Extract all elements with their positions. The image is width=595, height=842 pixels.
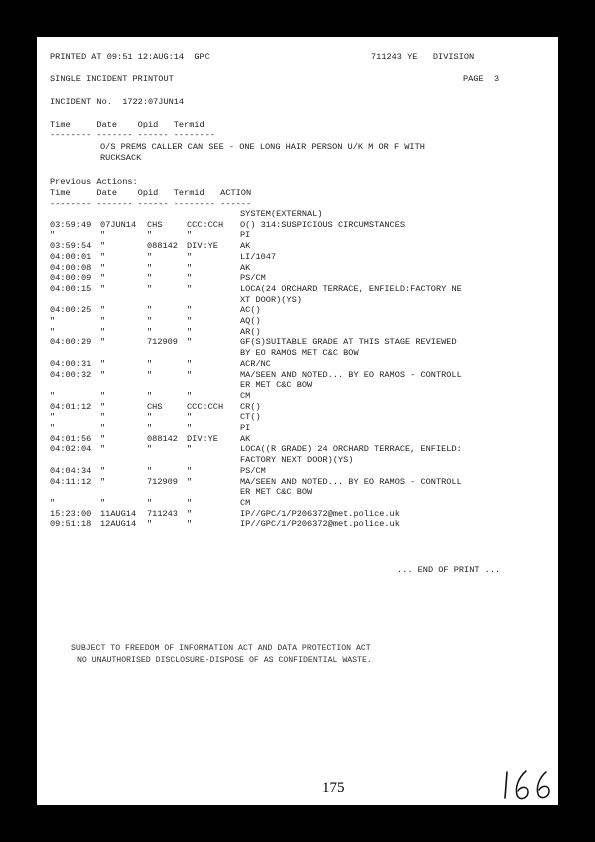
- cell-time: 04:11:12: [50, 476, 92, 487]
- cell-opid: ": [147, 262, 153, 273]
- cell-time: 04:00:25: [50, 305, 92, 316]
- cell-action: MA/SEEN AND NOTED... BY EO RAMOS - CONTROLL: [240, 369, 462, 380]
- cell-action: AK: [240, 262, 251, 273]
- cell-time: 03:59:54: [50, 241, 92, 252]
- cell-date: ": [100, 283, 106, 294]
- cell-termid: ": [187, 412, 193, 423]
- cell-termid: ": [187, 316, 193, 326]
- cell-time: 04:00:09: [50, 273, 92, 284]
- initial-divider: -------- ------- ------ --------: [50, 130, 216, 140]
- cell-action: PS/CM: [240, 465, 266, 476]
- cell-opid: ": [147, 423, 153, 433]
- previous-actions-title: Previous Actions:: [50, 177, 138, 187]
- cell-date: ": [100, 423, 106, 433]
- cell-date: ": [100, 476, 106, 487]
- cell-termid: CCC:CCH: [187, 401, 224, 412]
- cell-termid: ": [187, 337, 193, 348]
- initial-text-line: RUCKSACK: [100, 153, 142, 163]
- cell-time: ": [50, 326, 56, 337]
- cell-action: SYSTEM(EXTERNAL): [240, 209, 323, 219]
- printout-title: SINGLE INCIDENT PRINTOUT: [50, 74, 174, 84]
- cell-action: CM: [240, 497, 251, 508]
- cell-termid: ": [187, 358, 193, 369]
- cell-action: LOCA(24 ORCHARD TERRACE, ENFIELD:FACTORY NE: [240, 283, 462, 294]
- cell-termid: ": [187, 262, 193, 273]
- cell-date: ": [100, 262, 106, 273]
- cell-termid: ": [187, 390, 193, 401]
- cell-action: LI/1047: [240, 251, 277, 262]
- foi-notice: SUBJECT TO FREEDOM OF INFORMATION ACT AND DATA PROTECTION ACT: [71, 644, 371, 653]
- cell-action: AK: [240, 433, 251, 444]
- actions-column-header: Time Date Opid Termid ACTION: [50, 188, 252, 198]
- cell-time: 04:04:34: [50, 465, 92, 476]
- cell-termid: ": [187, 305, 193, 316]
- cell-action: AR(): [240, 326, 261, 337]
- cell-date: ": [100, 251, 106, 262]
- cell-action: AC(): [240, 305, 261, 316]
- cell-action: IP//GPC/1/P206372@met.police.uk: [240, 508, 400, 519]
- initial-column-header: Time Date Opid Termid: [50, 120, 205, 130]
- cell-action: PI: [240, 423, 251, 433]
- cell-opid: CHS: [147, 401, 163, 412]
- cell-time: 04:00:01: [50, 251, 92, 262]
- cell-time: ": [50, 316, 56, 326]
- incident-number: INCIDENT No. 1722:07JUN14: [50, 97, 185, 107]
- cell-termid: ": [187, 497, 193, 508]
- cell-action: CM: [240, 390, 251, 401]
- cell-termid: ": [187, 465, 193, 476]
- cell-time: 04:00:32: [50, 369, 92, 380]
- cell-opid: ": [147, 497, 153, 508]
- cell-action: IP//GPC/1/P206372@met.police.uk: [240, 519, 400, 530]
- cell-opid: 711243: [147, 508, 178, 519]
- cell-date: 12AUG14: [100, 519, 137, 530]
- cell-termid: ": [187, 230, 193, 241]
- cell-time: 04:00:31: [50, 358, 92, 369]
- cell-opid: ": [147, 305, 153, 316]
- cell-time: 04:01:56: [50, 433, 92, 444]
- cell-opid: ": [147, 519, 153, 530]
- cell-opid: ": [147, 412, 153, 423]
- cell-action: CR(): [240, 401, 261, 412]
- cell-date: ": [100, 241, 106, 252]
- cell-time: 04:01:12: [50, 401, 92, 412]
- cell-action: ACR/NC: [240, 358, 271, 369]
- printed-at: PRINTED AT 09:51 12:AUG:14 GPC: [50, 52, 210, 62]
- cell-time: ": [50, 497, 56, 508]
- cell-time: ": [50, 230, 56, 241]
- cell-action: ER MET C&C BOW: [240, 487, 313, 498]
- cell-opid: ": [147, 444, 153, 455]
- cell-time: 04:02:04: [50, 444, 92, 455]
- cell-action: AQ(): [240, 316, 261, 326]
- cell-opid: ": [147, 283, 153, 294]
- cell-termid: ": [187, 508, 193, 519]
- cell-time: 04:00:08: [50, 262, 92, 273]
- cell-termid: ": [187, 476, 193, 487]
- cell-opid: 088142: [147, 433, 178, 444]
- cell-opid: CHS: [147, 219, 163, 230]
- cell-time: ": [50, 390, 56, 401]
- cell-opid: 712909: [147, 337, 178, 348]
- cell-termid: ": [187, 519, 193, 530]
- division-ref: 711243 YE DIVISION: [371, 52, 475, 62]
- cell-termid: ": [187, 273, 193, 284]
- cell-opid: 088142: [147, 241, 178, 252]
- handwritten-page-number: [502, 768, 554, 802]
- cell-opid: ": [147, 358, 153, 369]
- cell-time: ": [50, 412, 56, 423]
- cell-opid: ": [147, 390, 153, 401]
- cell-opid: ": [147, 369, 153, 380]
- cell-date: 11AUG14: [100, 508, 137, 519]
- cell-action: AK: [240, 241, 251, 252]
- initial-text-line: O/S PREMS CALLER CAN SEE - ONE LONG HAIR PERSON U/K M OR F WITH: [100, 142, 425, 152]
- cell-date: ": [100, 465, 106, 476]
- cell-date: ": [100, 497, 106, 508]
- cell-time: 15:23:00: [50, 508, 92, 519]
- cell-action: ER MET C&C BOW: [240, 380, 313, 391]
- cell-date: ": [100, 273, 106, 284]
- cell-action: FACTORY NEXT DOOR)(YS): [240, 455, 354, 466]
- cell-action: CT(): [240, 412, 261, 423]
- cell-date: ": [100, 369, 106, 380]
- cell-time: 09:51:18: [50, 519, 92, 530]
- cell-date: ": [100, 316, 106, 326]
- cell-date: ": [100, 230, 106, 241]
- cell-action: LOCA((R GRADE) 24 ORCHARD TERRACE, ENFIELD:: [240, 444, 462, 455]
- cell-time: 03:59:49: [50, 219, 92, 230]
- cell-opid: ": [147, 273, 153, 284]
- cell-opid: ": [147, 251, 153, 262]
- cell-action: PS/CM: [240, 273, 266, 284]
- cell-action: BY EO RAMOS MET C&C BOW: [240, 348, 359, 359]
- document-page: [37, 37, 558, 805]
- cell-opid: ": [147, 465, 153, 476]
- end-of-print: ... END OF PRINT ...: [397, 565, 501, 575]
- cell-date: ": [100, 433, 106, 444]
- cell-date: ": [100, 390, 106, 401]
- cell-termid: ": [187, 251, 193, 262]
- cell-action: GF(S)SUITABLE GRADE AT THIS STAGE REVIEWED: [240, 337, 457, 348]
- cell-date: ": [100, 326, 106, 337]
- cell-action: XT DOOR)(YS): [240, 294, 302, 305]
- cell-date: ": [100, 305, 106, 316]
- cell-termid: DIV:YE: [187, 433, 218, 444]
- cell-action: O() 314:SUSPICIOUS CIRCUMSTANCES: [240, 219, 406, 230]
- cell-termid: ": [187, 326, 193, 337]
- cell-date: ": [100, 412, 106, 423]
- cell-action: PI: [240, 230, 251, 241]
- cell-time: 04:00:29: [50, 337, 92, 348]
- cell-opid: ": [147, 326, 153, 337]
- cell-opid: ": [147, 316, 153, 326]
- cell-termid: ": [187, 369, 193, 380]
- page-number: 175: [322, 780, 345, 796]
- cell-date: ": [100, 358, 106, 369]
- disclosure-notice: NO UNAUTHORISED DISCLOSURE-DISPOSE OF AS CONFIDENTIAL WASTE.: [77, 656, 372, 665]
- cell-opid: ": [147, 230, 153, 241]
- page-label: PAGE 3: [463, 74, 500, 84]
- cell-opid: 712909: [147, 476, 178, 487]
- cell-termid: ": [187, 283, 193, 294]
- cell-date: ": [100, 337, 106, 348]
- cell-date: ": [100, 401, 106, 412]
- cell-date: 07JUN14: [100, 219, 137, 230]
- cell-termid: DIV:YE: [187, 241, 218, 252]
- cell-time: ": [50, 423, 56, 433]
- cell-action: MA/SEEN AND NOTED... BY EO RAMOS - CONTROLL: [240, 476, 462, 487]
- actions-divider: -------- ------- ------ -------- ------: [50, 199, 252, 209]
- cell-termid: ": [187, 423, 193, 433]
- cell-termid: CCC:CCH: [187, 219, 224, 230]
- cell-date: ": [100, 444, 106, 455]
- cell-termid: ": [187, 444, 193, 455]
- cell-time: 04:00:15: [50, 283, 92, 294]
